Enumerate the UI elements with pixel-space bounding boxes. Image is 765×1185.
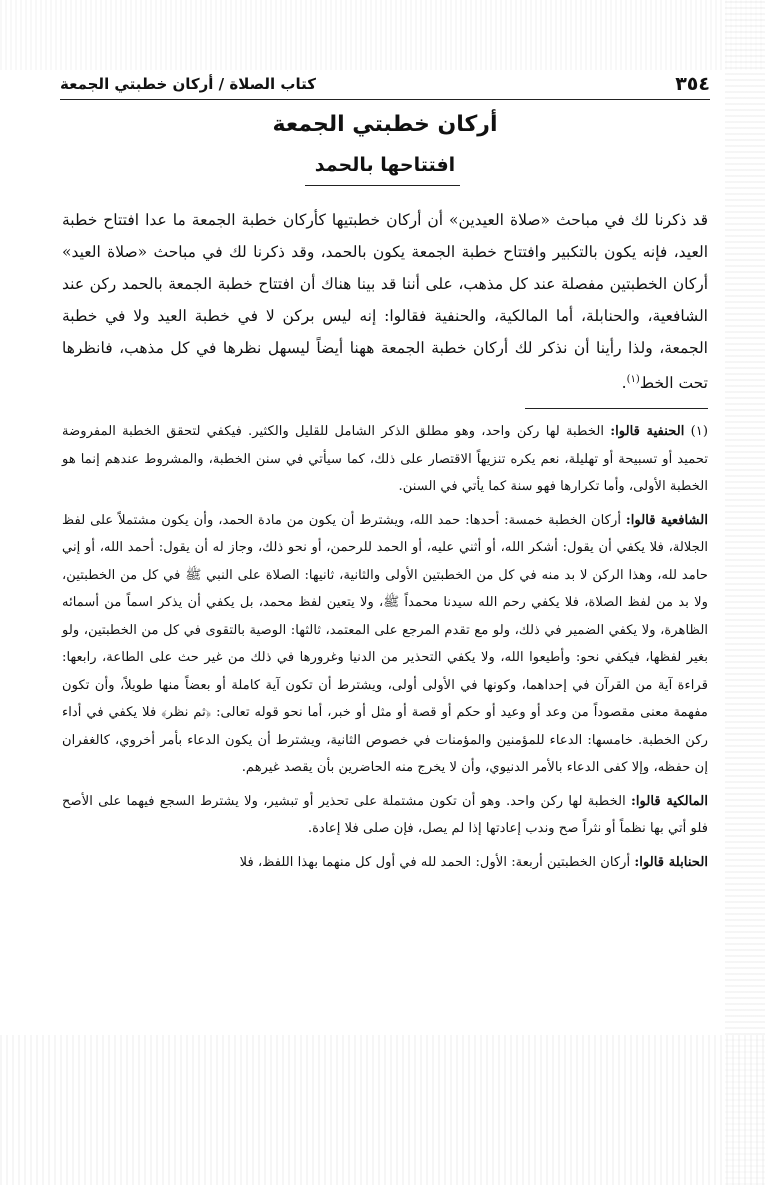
school-name-hanafi: الحنفية قالوا:: [610, 424, 685, 439]
footnote-hanafi-text: الخطبة لها ركن واحد، وهو مطلق الذكر الشامل للقليل والكثير. فيكفي لتحقق الخطبة المفروضة تحميد أو تسبيحة أو تهليلة، نعم يكره تنزيهاً الاقتصار على ذلك، كما سيأتي في سنن الخطبة، والمشروط عندهم إنما هو الخطبة الأولى، وأما تكرارها فهو سنة كما يأتي في السنن.: [62, 424, 708, 494]
footnote-hanafi: [62, 418, 708, 501]
section-subtitle: افتتاحها بالحمد: [314, 154, 456, 176]
footnote-separator: [525, 408, 708, 409]
main-body-text: قد ذكرنا لك في مباحث «صلاة العيدين» أن أركان خطبتيها كأركان خطبة الجمعة ما عدا افتتاح خطبة العيد، فإنه يكون بالتكبير وافتتاح خطبة الجمعة يكون بالحمد، وقد ذكرنا لك في مباحث «صلاة العيد» أركان الخطبتين مفصلة عند كل مذهب، على أننا قد بينا هناك أن افتتاح خطبة الجمعة بالحمد ركن عند الشافعية، والحنابلة، أما المالكية، والحنفية فقالوا: إنه ليس بركن لا في خطبة العيد ولا في خطبة الجمعة، ولذا رأينا أن نذكر لك أركان خطبة الجمعة ههنا أيضاً ليسهل نظرها في كل مذهب، فانظرها تحت الخط: [62, 211, 708, 393]
school-name-shafii: الشافعية قالوا:: [625, 512, 708, 528]
footnote-shafii-text: أركان الخطبة خمسة: أحدها: حمد الله، ويشترط أن يكون من مادة الحمد، وأن يكون مشتملاً على لفظ الجلالة، فلا يكفي أن يقول: أشكر الله، أو أثني عليه، أو الحمد للرحمن، أو نحو ذلك، وجاز له أن يقول: أحمد الله، أو إني حامد لله، وهذا الركن لا بد منه في كل من الخطبتين الأولى والثانية، ثانيها: الصلاة على النبي ﷺ في كل من الخطبتين، ولا بد من لفظ الصلاة، فلا يكفي رحم الله سيدنا محمداً ﷺ، ولا يتعين لفظ محمد، بل يكفي أن يذكر اسماً من أسمائه الظاهرة، ولا يكفي الضمير في ذلك، ولو مع تقدم المرجع على المعتمد، ثالثها: الوصية بالتقوى في كل من الخطبتين، ولو بغير لفظها، فيكفي نحو: وأطيعوا الله، ولا يكفي التحذير من الدنيا وغرورها في ذلك من غير حث على الطاعة، رابعها: قراءة آية من القرآن في إحداهما، وكونها في الأولى أولى، ويشترط أن تكون آية كاملة أو بعضاً منها طويلاً، وأن تكون مفهمة معنى مقصوداً من وعد أو وعيد أو حكم أو قصة أو مثل أو خبر، أما نحو قوله تعالى: ﴿ثم نظر﴾ فلا يكفي في أداء ركن الخطبة. خامسها: الدعاء للمؤمنين والمؤمنات في خصوص الثانية، ويشترط أن يكون الدعاء بأمر أخروي، كالغفران إن حفظه، وإلا كفى الدعاء بالأمر الدنيوي، وأن لا يخرج منه الحاضرين بأن يقصد غيرهم.: [62, 512, 708, 775]
scan-border-bottom: [0, 1035, 765, 1185]
main-paragraph: [62, 204, 708, 399]
header-rule: [60, 99, 710, 100]
footnotes: [62, 418, 708, 882]
subtitle-underline: [305, 185, 460, 186]
footnote-number: (١): [690, 424, 708, 439]
running-title: كتاب الصلاة / أركان خطبتي الجمعة: [60, 75, 316, 93]
footnote-hanbali-text: أركان الخطبتين أربعة: الأول: الحمد لله في أول كل منهما بهذا اللفظ، فلا: [239, 854, 631, 870]
running-header: [60, 72, 710, 102]
school-name-maliki: المالكية قالوا:: [631, 793, 708, 809]
chapter-title: أركان خطبتي الجمعة: [272, 112, 498, 137]
footnote-reference: (١): [626, 374, 640, 385]
page-number: ٣٥٤: [675, 73, 710, 95]
footnote-hanbali: [62, 849, 708, 877]
footnote-shafii: [62, 507, 708, 782]
scan-border-right: [725, 0, 765, 1185]
main-end-punctuation: .: [621, 374, 627, 393]
footnote-maliki-text: الخطبة لها ركن واحد. وهو أن تكون مشتملة على تحذير أو تبشير، ولا يشترط السجع فيهما على الأصح فلو أتي بها نظماً أو نثراً صح وندب إعادتها إذا لم يصل، فإن صلى فلا إعادة.: [62, 793, 708, 836]
scan-border-top: [0, 0, 765, 70]
footnote-maliki: [62, 788, 708, 843]
school-name-hanbali: الحنابلة قالوا:: [634, 854, 708, 870]
